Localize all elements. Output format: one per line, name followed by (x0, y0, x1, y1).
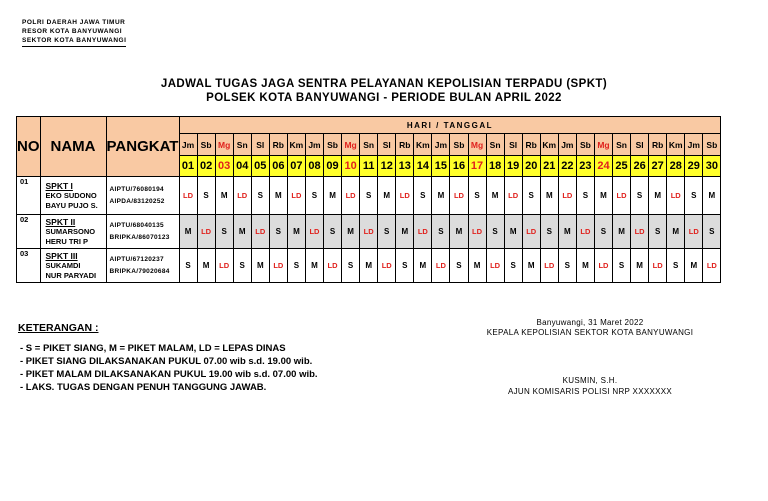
date-cell: 06 (269, 156, 287, 177)
day-name-cell: Mg (342, 134, 360, 156)
schedule-cell: LD (540, 249, 558, 283)
day-name-cell: Jm (432, 134, 450, 156)
schedule-cell: LD (197, 215, 215, 249)
date-cell: 22 (558, 156, 576, 177)
day-name-cell: Mg (215, 134, 233, 156)
schedule-cell: S (197, 177, 215, 215)
table-row (17, 215, 721, 249)
date-cell: 05 (251, 156, 269, 177)
rank-cell (106, 215, 179, 249)
day-name-cell: Sb (450, 134, 468, 156)
schedule-cell: S (215, 215, 233, 249)
schedule-cell: S (540, 215, 558, 249)
schedule-cell: LD (414, 215, 432, 249)
schedule-cell: LD (576, 215, 594, 249)
date-cell: 02 (197, 156, 215, 177)
table-row (17, 249, 721, 283)
schedule-cell: M (486, 177, 504, 215)
schedule-cell: M (251, 249, 269, 283)
keterangan-title: KETERANGAN : (18, 322, 99, 334)
institution-header (22, 18, 126, 47)
column-header-nama: NAMA (40, 117, 106, 177)
schedule-cell: S (179, 249, 197, 283)
schedule-cell: M (287, 215, 305, 249)
schedule-cell: M (432, 177, 450, 215)
day-name-cell: Sl (251, 134, 269, 156)
schedule-cell: S (504, 249, 522, 283)
day-name-cell: Jm (558, 134, 576, 156)
date-cell: 04 (233, 156, 251, 177)
schedule-cell: LD (522, 215, 540, 249)
schedule-cell: S (594, 215, 612, 249)
schedule-cell: LD (269, 249, 287, 283)
schedule-cell: M (703, 177, 721, 215)
row-number: 01 (17, 177, 41, 215)
schedule-cell: LD (324, 249, 342, 283)
schedule-cell: M (233, 215, 251, 249)
schedule-cell: M (468, 249, 486, 283)
date-cell: 24 (594, 156, 612, 177)
schedule-cell: LD (342, 177, 360, 215)
officer-rank: AIPTU/67120237 (109, 255, 164, 263)
signature-place-date: Banyuwangi, 31 Maret 2022 (536, 318, 644, 327)
schedule-cell: LD (631, 215, 649, 249)
schedule-cell: M (305, 249, 323, 283)
schedule-cell: S (342, 249, 360, 283)
column-header-no: NO (17, 117, 41, 177)
officer-name: SUMARSONO (45, 226, 96, 236)
schedule-cell: LD (432, 249, 450, 283)
day-name-cell: Rb (396, 134, 414, 156)
schedule-cell: LD (649, 249, 667, 283)
schedule-cell: S (468, 177, 486, 215)
schedule-cell: M (342, 215, 360, 249)
date-cell: 21 (540, 156, 558, 177)
schedule-cell: M (504, 215, 522, 249)
schedule-cell: S (649, 215, 667, 249)
schedule-cell: LD (486, 249, 504, 283)
date-cell: 08 (305, 156, 323, 177)
day-name-cell: Jm (179, 134, 197, 156)
schedule-cell: M (667, 215, 685, 249)
schedule-cell: M (414, 249, 432, 283)
schedule-cell: S (414, 177, 432, 215)
day-name-cell: Sn (486, 134, 504, 156)
schedule-cell: LD (558, 177, 576, 215)
schedule-cell: LD (468, 215, 486, 249)
schedule-cell: LD (233, 177, 251, 215)
day-name-cell: Km (667, 134, 685, 156)
date-cell: 30 (703, 156, 721, 177)
table-row (17, 177, 721, 215)
team-label: SPKT I (45, 180, 73, 191)
schedule-cell: LD (287, 177, 305, 215)
officer-rank: AIPTU/76080194 (109, 185, 164, 193)
date-cell: 26 (631, 156, 649, 177)
date-cell: 01 (179, 156, 197, 177)
date-cell: 20 (522, 156, 540, 177)
day-name-cell: Sb (197, 134, 215, 156)
day-name-cell: Sn (233, 134, 251, 156)
schedule-cell: LD (215, 249, 233, 283)
date-cell: 09 (324, 156, 342, 177)
date-cell: 17 (468, 156, 486, 177)
schedule-cell: M (594, 177, 612, 215)
header-line-3: SEKTOR KOTA BANYUWANGI (22, 36, 126, 47)
date-cell: 27 (649, 156, 667, 177)
schedule-cell: LD (179, 177, 197, 215)
schedule-cell: S (432, 215, 450, 249)
schedule-cell: M (576, 249, 594, 283)
document-subtitle: POLSEK KOTA BANYUWANGI - PERIODE BULAN APRIL 2022 (206, 92, 562, 104)
day-name-cell: Mg (468, 134, 486, 156)
schedule-cell: S (324, 215, 342, 249)
day-name-cell: Km (540, 134, 558, 156)
schedule-cell: LD (305, 215, 323, 249)
schedule-cell: LD (251, 215, 269, 249)
day-name-cell: Rb (522, 134, 540, 156)
schedule-cell: S (631, 177, 649, 215)
schedule-cell: M (613, 215, 631, 249)
day-name-cell: Sl (504, 134, 522, 156)
schedule-cell: M (685, 249, 703, 283)
date-cell: 18 (486, 156, 504, 177)
schedule-cell: M (197, 249, 215, 283)
day-name-cell: Sn (360, 134, 378, 156)
officer-name: HERU TRI P (45, 236, 89, 246)
row-number: 02 (17, 215, 41, 249)
date-cell: 14 (414, 156, 432, 177)
note-line: - S = PIKET SIANG, M = PIKET MALAM, LD = LEPAS DINAS (20, 343, 286, 354)
date-cell: 19 (504, 156, 522, 177)
schedule-cell: S (360, 177, 378, 215)
officer-name: NUR PARYADI (45, 270, 97, 280)
team-name-cell (40, 215, 106, 249)
team-name-cell (40, 249, 106, 283)
schedule-cell: LD (450, 177, 468, 215)
day-name-cell: Rb (269, 134, 287, 156)
schedule-cell: LD (613, 177, 631, 215)
officer-rank: AIPDA/83120252 (109, 197, 165, 205)
schedule-cell: M (649, 177, 667, 215)
schedule-cell: M (540, 177, 558, 215)
officer-name: BAYU PUJO S. (45, 200, 98, 210)
schedule-cell: M (396, 215, 414, 249)
date-cell: 11 (360, 156, 378, 177)
schedule-cell: LD (685, 215, 703, 249)
row-number: 03 (17, 249, 41, 283)
signature-position: KEPALA KEPOLISIAN SEKTOR KOTA BANYUWANGI (486, 328, 694, 337)
date-cell: 03 (215, 156, 233, 177)
schedule-cell: S (703, 215, 721, 249)
schedule-cell: S (396, 249, 414, 283)
date-cell: 25 (613, 156, 631, 177)
schedule-cell: M (360, 249, 378, 283)
schedule-cell: S (576, 177, 594, 215)
schedule-cell: S (486, 215, 504, 249)
schedule-cell: M (558, 215, 576, 249)
day-name-cell: Km (414, 134, 432, 156)
schedule-cell: M (450, 215, 468, 249)
team-label: SPKT II (45, 216, 76, 227)
schedule-cell: S (522, 177, 540, 215)
day-name-cell: Sl (631, 134, 649, 156)
officer-rank: BRIPKA/79020684 (109, 267, 170, 275)
schedule-cell: LD (667, 177, 685, 215)
duty-schedule-table (16, 116, 721, 283)
date-cell: 13 (396, 156, 414, 177)
schedule-cell: S (233, 249, 251, 283)
date-cell: 10 (342, 156, 360, 177)
schedule-cell: S (667, 249, 685, 283)
schedule-cell: S (558, 249, 576, 283)
date-cell: 23 (576, 156, 594, 177)
keterangan-notes (20, 342, 318, 394)
officer-rank: BRIPKA/86070123 (109, 233, 170, 241)
date-cell: 12 (378, 156, 396, 177)
schedule-cell: S (378, 215, 396, 249)
schedule-cell: M (179, 215, 197, 249)
schedule-cell: LD (703, 249, 721, 283)
note-line: - PIKET SIANG DILAKSANAKAN PUKUL 07.00 wib s.d. 19.00 wib. (20, 356, 313, 367)
schedule-cell: M (269, 177, 287, 215)
team-name-cell (40, 177, 106, 215)
day-name-cell: Km (287, 134, 305, 156)
schedule-cell: LD (594, 249, 612, 283)
date-cell: 07 (287, 156, 305, 177)
officer-name: SUKAMDI (45, 260, 81, 270)
rank-cell (106, 177, 179, 215)
schedule-cell: M (631, 249, 649, 283)
date-cell: 16 (450, 156, 468, 177)
signature-rank: AJUN KOMISARIS POLISI NRP XXXXXXX (507, 387, 673, 396)
schedule-cell: S (685, 177, 703, 215)
schedule-cell: S (251, 177, 269, 215)
schedule-cell: LD (504, 177, 522, 215)
day-name-cell: Sb (703, 134, 721, 156)
header-line-2: RESOR KOTA BANYUWANGI (22, 28, 123, 35)
schedule-cell: M (522, 249, 540, 283)
day-name-cell: Jm (305, 134, 323, 156)
date-cell: 15 (432, 156, 450, 177)
schedule-cell: LD (396, 177, 414, 215)
team-label: SPKT III (45, 250, 78, 261)
schedule-cell: M (324, 177, 342, 215)
schedule-cell: M (378, 177, 396, 215)
officer-rank: AIPTU/68040135 (109, 221, 164, 229)
header-line-1: POLRI DAERAH JAWA TIMUR (22, 19, 126, 26)
date-cell: 29 (685, 156, 703, 177)
signature-name: KUSMIN, S.H. (562, 376, 618, 385)
schedule-cell: S (450, 249, 468, 283)
schedule-cell: S (305, 177, 323, 215)
schedule-cell: M (215, 177, 233, 215)
column-header-hari-tanggal: HARI / TANGGAL (179, 117, 721, 134)
day-name-cell: Jm (685, 134, 703, 156)
day-name-cell: Sl (378, 134, 396, 156)
schedule-cell: LD (378, 249, 396, 283)
day-name-cell: Rb (649, 134, 667, 156)
column-header-pangkat: PANGKAT (106, 117, 179, 177)
day-name-cell: Sb (576, 134, 594, 156)
schedule-cell: LD (360, 215, 378, 249)
schedule-cell: S (269, 215, 287, 249)
schedule-cell: S (613, 249, 631, 283)
document-title: JADWAL TUGAS JAGA SENTRA PELAYANAN KEPOLISIAN TERPADU (SPKT) (160, 78, 608, 90)
officer-name: EKO SUDONO (45, 190, 97, 200)
note-line: - PIKET MALAM DILAKSANAKAN PUKUL 19.00 wib s.d. 07.00 wib. (20, 369, 318, 380)
day-name-cell: Sb (324, 134, 342, 156)
note-line: - LAKS. TUGAS DENGAN PENUH TANGGUNG JAWAB. (20, 382, 267, 393)
day-name-cell: Sn (613, 134, 631, 156)
day-name-cell: Mg (594, 134, 612, 156)
rank-cell (106, 249, 179, 283)
date-cell: 28 (667, 156, 685, 177)
schedule-cell: S (287, 249, 305, 283)
